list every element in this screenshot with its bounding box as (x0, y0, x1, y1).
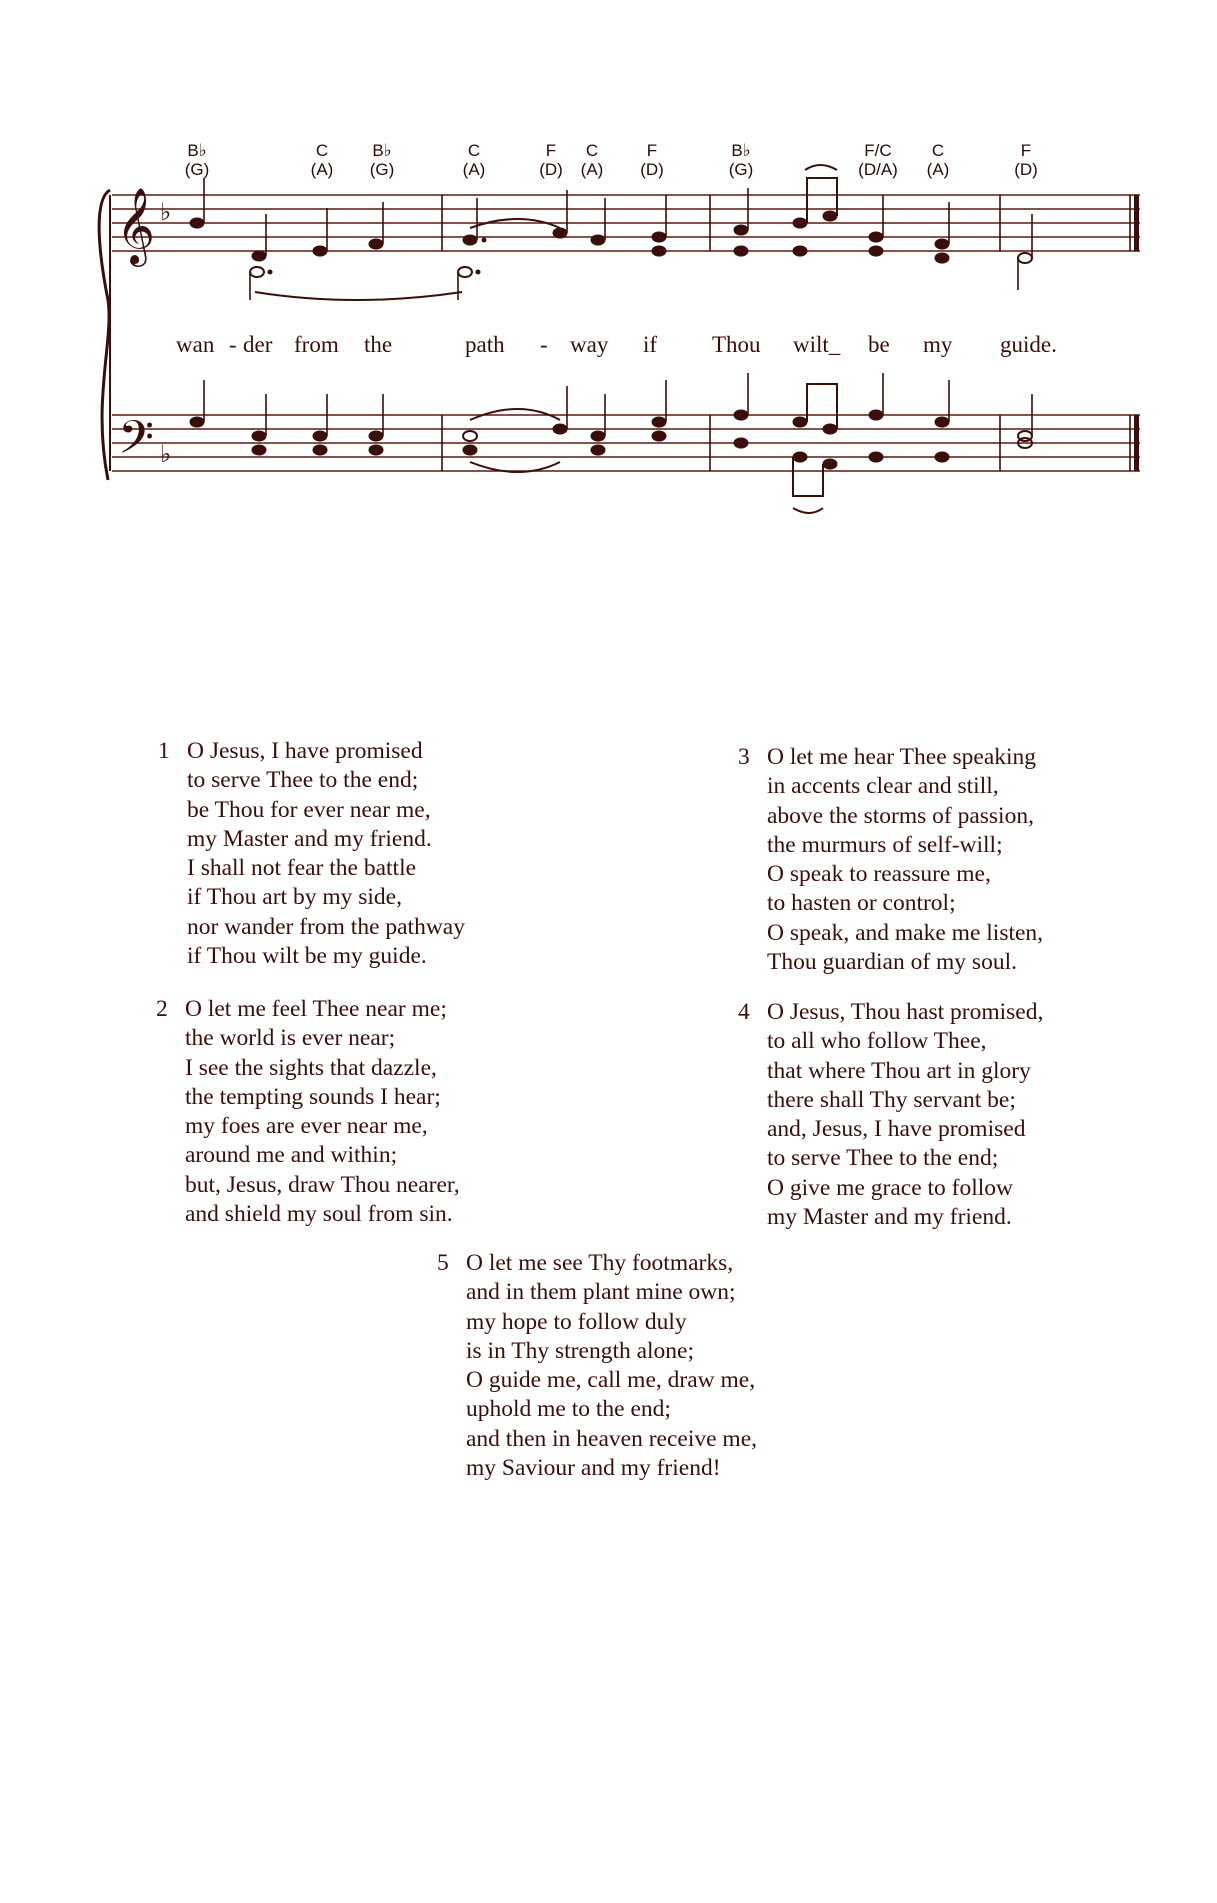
verse-line: O Jesus, I have promised (187, 738, 423, 764)
verse-line: and shield my soul from sin. (185, 1201, 453, 1228)
verse-line: my hope to follow duly (466, 1308, 687, 1335)
verse-line: O give me grace to follow (767, 1174, 1014, 1201)
verse-number: 3 (738, 744, 750, 770)
verse-3 (738, 743, 1044, 977)
chord-symbol: C (A) (310, 141, 334, 179)
verse-line: is in Thy strength alone; (466, 1337, 695, 1364)
lyric-syllable: path (465, 332, 505, 357)
verse-line: and in them plant mine own; (466, 1279, 736, 1306)
verse-line: O let me see Thy footmarks, (466, 1250, 734, 1276)
key-signature-flat-bass: ♭ (160, 440, 172, 468)
verse-line: my Master and my friend. (767, 1204, 1012, 1231)
lyric-syllable: be (868, 332, 890, 357)
verse-line: O speak, and make me listen, (767, 919, 1044, 946)
verse-number: 5 (437, 1250, 449, 1276)
verse-line: if Thou wilt be my guide. (187, 943, 427, 970)
verse-number: 2 (156, 996, 168, 1022)
verse-line: there shall Thy servant be; (767, 1086, 1016, 1113)
treble-notes (190, 165, 1032, 300)
verse-line: O speak to reassure me, (767, 861, 991, 888)
verse-line: my Saviour and my friend! (466, 1455, 721, 1482)
chord-symbol: C (A) (462, 141, 486, 179)
lyric-syllable: if (643, 332, 658, 357)
music-score (0, 0, 1217, 560)
key-signature-flat-treble: ♭ (160, 198, 172, 226)
verse-5 (437, 1249, 757, 1483)
lyric-syllable: wilt_ (793, 332, 841, 357)
chord-symbol: F/C (D/A) (858, 141, 898, 179)
verse-number: 4 (738, 999, 750, 1025)
verse-line: and then in heaven receive me, (466, 1425, 757, 1452)
chord-symbol: C (A) (580, 141, 604, 179)
lyric-syllable: from (294, 332, 339, 357)
verse-line: O let me feel Thee near me; (185, 996, 447, 1022)
verse-line: be Thou for ever near me, (187, 796, 431, 823)
lyric-syllable: der (243, 332, 273, 357)
verse-line: uphold me to the end; (466, 1396, 671, 1423)
lyric-hyphen: - (540, 332, 548, 357)
verse-line: the murmurs of self-will; (767, 831, 1003, 858)
chord-symbol: F (D) (640, 141, 664, 179)
chord-symbol: F (D) (539, 141, 563, 179)
chord-symbol: F (D) (1014, 141, 1038, 179)
chord-symbol: B♭ (G) (184, 141, 210, 179)
verse-4 (738, 998, 1044, 1232)
verse-line: nor wander from the pathway (187, 913, 465, 940)
verse-line: above the storms of passion, (767, 802, 1034, 829)
lyric-syllable: guide. (1000, 332, 1057, 357)
final-barline-treble (1134, 195, 1139, 251)
lyric-syllable: way (570, 332, 609, 357)
lyric-hyphen: - (229, 332, 237, 357)
final-barline-bass (1134, 415, 1139, 471)
chord-symbol: C (A) (926, 141, 950, 179)
verse-line: to serve Thee to the end; (187, 767, 419, 794)
verse-line: O let me hear Thee speaking (767, 744, 1037, 770)
lyric-syllable: Thou (712, 332, 761, 357)
verse-line: O Jesus, Thou hast promised, (767, 999, 1044, 1025)
system-brace (99, 190, 110, 480)
chord-symbol: B♭ (G) (369, 141, 395, 179)
verse-line: that where Thou art in glory (767, 1057, 1031, 1084)
bass-clef-icon: 𝄢 (118, 411, 155, 476)
verse-2 (156, 995, 460, 1229)
verse-line: my foes are ever near me, (185, 1113, 428, 1140)
verse-line: the world is ever near; (185, 1025, 396, 1052)
verse-line: but, Jesus, draw Thou nearer, (185, 1171, 460, 1198)
chord-symbol: B♭ (G) (728, 141, 754, 179)
verse-line: to all who follow Thee, (767, 1028, 987, 1055)
verse-line: if Thou art by my side, (187, 884, 402, 911)
verse-line: in accents clear and still, (767, 773, 999, 800)
treble-clef-icon: 𝄞 (116, 187, 156, 264)
verse-line: my Master and my friend. (187, 825, 432, 852)
verse-line: I shall not fear the battle (187, 855, 417, 882)
verse-line: the tempting sounds I hear; (185, 1083, 441, 1110)
verse-line: I see the sights that dazzle, (185, 1054, 437, 1081)
verse-line: Thou guardian of my soul. (767, 949, 1017, 976)
verse-line: to hasten or control; (767, 890, 956, 917)
verse-line: to serve Thee to the end; (767, 1145, 999, 1172)
verse-number: 1 (158, 738, 170, 764)
verse-1 (158, 737, 465, 971)
lyric-syllable: the (364, 332, 393, 357)
lyric-syllable: my (923, 332, 953, 357)
verse-line: O guide me, call me, draw me, (466, 1367, 756, 1394)
verse-line: around me and within; (185, 1142, 398, 1169)
verse-line: and, Jesus, I have promised (767, 1116, 1026, 1143)
lyric-syllable: wan (176, 332, 215, 357)
